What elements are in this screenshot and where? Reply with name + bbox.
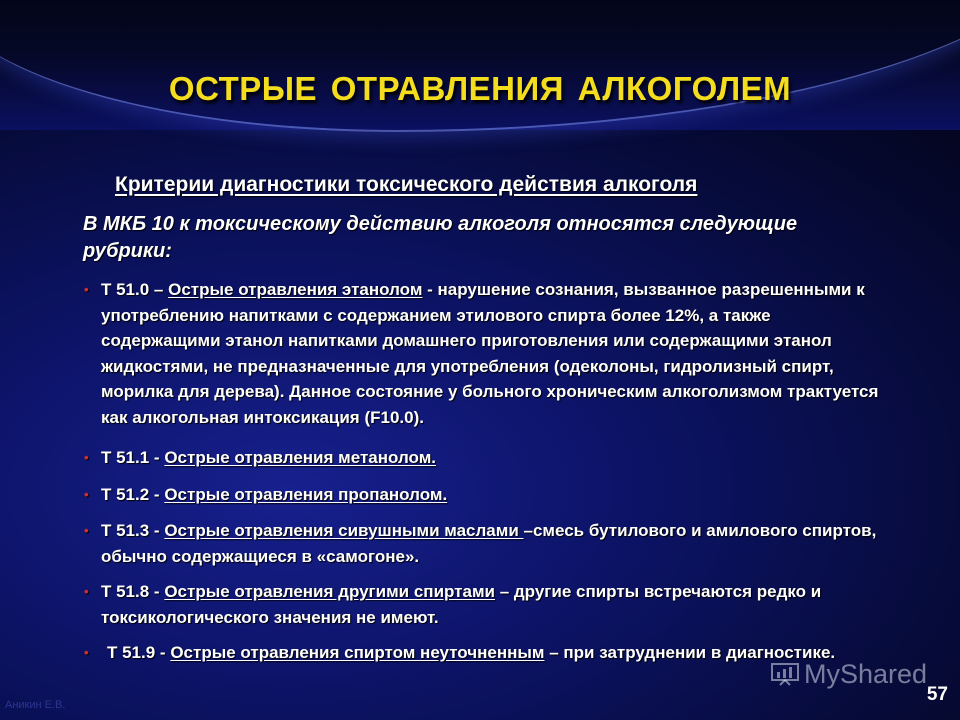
item-name: Острые отравления пропанолом. — [164, 484, 448, 504]
item-text: – другие спирты встречаются редко и токсикологического значения не имеют. — [101, 582, 822, 627]
item-text: – при затруднении в диагностике. — [544, 643, 836, 662]
bullet-icon: • — [84, 450, 89, 465]
item-name: Острые отравления метанолом. — [164, 448, 437, 467]
list-item — [80, 482, 890, 508]
author-credit: Аникин Е.В. — [5, 699, 66, 711]
item-text: - нарушение сознания, вызванное разрешенными к употреблению напитками с содержанием этилового спирта более 12%, а также содержащими этанол напитками домашнего приготовления или содержащими этанол жидкостями, не предназначенные для употребления (одеколоны, гидролизный спирт, морилка для дерева). Данное состояние у больного хроническим алкоголизмом трактуется как алкогольная интоксикация (F10.0). — [101, 280, 879, 427]
list-item — [80, 518, 890, 569]
watermark-text: MyShared — [804, 659, 928, 689]
item-text: –смесь бутилового и амилового спиртов, обычно содержащиеся в «самогоне». — [101, 521, 877, 566]
bullet-icon: • — [84, 523, 89, 538]
bullet-icon: • — [84, 282, 89, 297]
presentation-icon — [770, 662, 800, 686]
slide-subtitle: Критерии диагностики токсического действия алкоголя — [115, 173, 698, 196]
item-code: Т 51.1 - — [101, 448, 160, 467]
list-item — [80, 640, 890, 666]
watermark — [770, 659, 927, 690]
list-item — [80, 445, 890, 471]
item-code: Т 51.9 - — [107, 643, 166, 662]
slide-title: ОСТРЫЕ ОТРАВЛЕНИЯ АЛКОГОЛЕМ — [168, 70, 792, 107]
bullet-icon: • — [84, 486, 89, 502]
bullet-icon: • — [84, 645, 89, 660]
item-name: Острые отравления этанолом — [168, 280, 423, 299]
item-name: Острые отравления другими спиртами — [164, 582, 495, 601]
item-code: Т 51.2 - — [101, 484, 160, 504]
item-code: Т 51.3 - — [101, 521, 160, 540]
bullet-icon: • — [84, 584, 89, 599]
list-item — [80, 579, 890, 630]
item-code: Т 51.8 - — [101, 582, 160, 601]
rubric-list — [80, 277, 890, 666]
page-number: 57 — [926, 684, 948, 705]
item-name: Острые отравления спиртом неуточненным — [170, 643, 545, 662]
item-name: Острые отравления сивушными маслами — [164, 521, 524, 540]
item-code: Т 51.0 – — [101, 280, 164, 299]
intro-text: В МКБ 10 к токсическому действию алкоголя относятся следующие рубрики: — [83, 213, 798, 262]
list-item — [80, 277, 890, 430]
